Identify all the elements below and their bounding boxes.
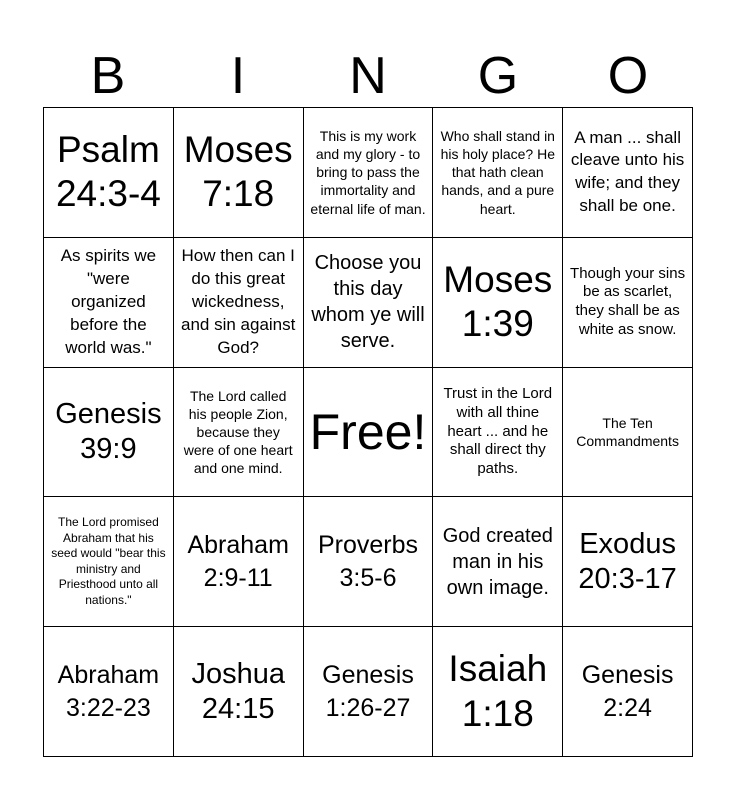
bingo-cell bbox=[174, 368, 304, 498]
header-letter-b: B bbox=[90, 47, 126, 105]
header-letter-o: O bbox=[607, 47, 649, 105]
bingo-cell bbox=[304, 108, 434, 238]
header-letter-i: I bbox=[230, 47, 246, 105]
cell-text: Joshua 24:15 bbox=[191, 657, 285, 725]
cell-text: A man ... shall cleave unto his wife; and they shall be one. bbox=[570, 127, 685, 216]
header-letter-n: N bbox=[349, 47, 387, 105]
bingo-cell bbox=[433, 238, 563, 368]
bingo-header bbox=[43, 44, 693, 108]
cell-text: Genesis 1:26-27 bbox=[322, 661, 414, 722]
header-letter-g: G bbox=[477, 47, 519, 105]
bingo-cell bbox=[44, 108, 174, 238]
bingo-cell bbox=[433, 368, 563, 498]
bingo-cell bbox=[44, 238, 174, 368]
cell-text: Genesis 39:9 bbox=[55, 398, 162, 465]
bingo-cell bbox=[563, 627, 693, 757]
bingo-cell bbox=[304, 238, 434, 368]
free-space-cell bbox=[304, 368, 434, 498]
cell-text: Who shall stand in his holy place? He that hath clean hands, and a pure heart. bbox=[440, 127, 555, 217]
bingo-cell bbox=[304, 627, 434, 757]
cell-text: The Ten Commandments bbox=[576, 414, 679, 449]
bingo-board bbox=[43, 107, 693, 757]
cell-text: Abraham 3:22-23 bbox=[57, 661, 160, 722]
cell-text: Exodus 20:3-17 bbox=[578, 527, 677, 595]
cell-text: Genesis 2:24 bbox=[581, 661, 674, 722]
free-space-text: Free! bbox=[309, 403, 427, 460]
cell-text: The Lord promised Abraham that his seed would "bear this ministry and Priesthood unto all nations." bbox=[51, 515, 166, 607]
bingo-cell bbox=[563, 238, 693, 368]
cell-text: Moses 1:39 bbox=[443, 258, 553, 345]
bingo-cell bbox=[563, 497, 693, 627]
cell-text: As spirits we "were organized before the world was." bbox=[60, 245, 157, 357]
bingo-cell bbox=[44, 368, 174, 498]
cell-text: Though your sins be as scarlet, they shall be as white as snow. bbox=[570, 264, 686, 338]
cell-text: How then can I do this great wickedness, and sin against God? bbox=[181, 245, 296, 357]
cell-text: Psalm 24:3-4 bbox=[55, 129, 161, 215]
bingo-cell bbox=[563, 368, 693, 498]
bingo-cell bbox=[563, 108, 693, 238]
bingo-cell bbox=[174, 497, 304, 627]
bingo-cell bbox=[174, 108, 304, 238]
bingo-cell bbox=[433, 627, 563, 757]
bingo-cell bbox=[304, 497, 434, 627]
bingo-cell bbox=[433, 497, 563, 627]
cell-text: Moses 7:18 bbox=[183, 129, 293, 215]
bingo-cell bbox=[174, 238, 304, 368]
cell-text: Abraham 2:9-11 bbox=[187, 531, 289, 592]
cell-text: Choose you this day whom ye will serve. bbox=[311, 252, 425, 353]
cell-text: God created man in his own image. bbox=[442, 524, 553, 599]
cell-text: Trust in the Lord with all thine heart ... and he shall direct thy paths. bbox=[443, 385, 553, 478]
bingo-cell bbox=[174, 627, 304, 757]
cell-text: The Lord called his people Zion, because they were of one heart and one mind. bbox=[183, 387, 293, 477]
cell-text: Proverbs 3:5-6 bbox=[317, 531, 419, 592]
cell-text: Isaiah 1:18 bbox=[448, 648, 548, 734]
cell-text: This is my work and my glory - to bring to pass the immortality and eternal life of man. bbox=[310, 127, 426, 217]
bingo-cell bbox=[433, 108, 563, 238]
bingo-cell bbox=[44, 627, 174, 757]
bingo-cell bbox=[44, 497, 174, 627]
